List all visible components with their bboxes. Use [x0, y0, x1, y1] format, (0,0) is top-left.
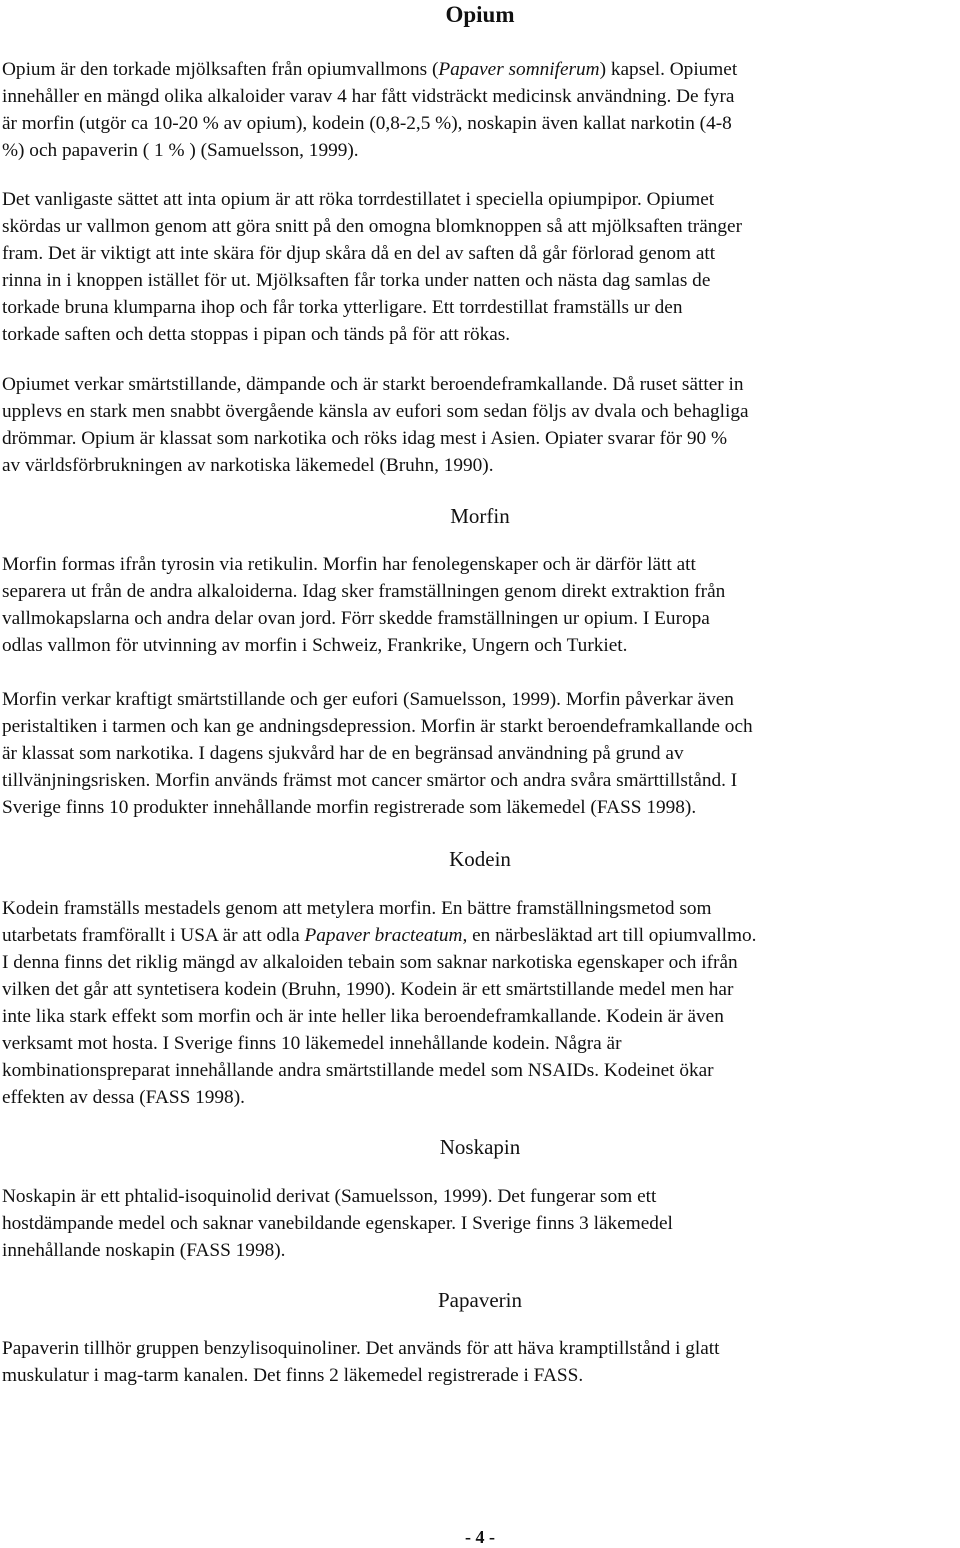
text-line: torkade bruna klumparna ihop och får torka ytterligare. Ett torrdestillat framställs ur den: [2, 297, 683, 318]
species-name: Papaver bracteatum: [304, 925, 463, 946]
text-line: Sverige finns 10 produkter innehållande morfin registrerade som läkemedel (FASS 1998).: [2, 797, 697, 818]
page-title: Opium: [445, 2, 515, 27]
text-line: av världsförbrukningen av narkotiska läkemedel (Bruhn, 1990).: [2, 455, 494, 476]
text-line: muskulatur i mag-tarm kanalen. Det finns 2 läkemedel registrerade i FASS.: [2, 1365, 584, 1386]
paragraph-morfin-1: [2, 551, 958, 659]
text-line: separera ut från de andra alkaloiderna. Idag sker framställningen genom direkt extraktion från: [2, 581, 726, 602]
text-line: peristaltiken i tarmen och kan ge andningsdepression. Morfin är starkt beroendeframkallande och: [2, 716, 753, 737]
paragraph-opium-effects: [2, 371, 958, 479]
text-line: innehållande noskapin (FASS 1998).: [2, 1240, 286, 1261]
text-line: I denna finns det riklig mängd av alkaloiden tebain som saknar narkotiska egenskaper och ifrån: [2, 952, 738, 973]
text-line: är morfin (utgör ca 10-20 % av opium), kodein (0,8-2,5 %), noskapin även kallat narkotin (4-8: [2, 113, 732, 134]
text-line: effekten av dessa (FASS 1998).: [2, 1087, 245, 1108]
paragraph-opium-smoking: [2, 186, 958, 348]
paragraph-morfin-2: [2, 686, 958, 821]
text-line: Papaverin tillhör gruppen benzylisoquinoliner. Det används för att häva kramptillstånd i glatt: [2, 1338, 720, 1359]
text-line: tillvänjningsrisken. Morfin används främst mot cancer smärtor och andra svåra smärttillstånd. I: [2, 770, 738, 791]
text-line: Det vanligaste sättet att inta opium är att röka torrdestillatet i speciella opiumpipor. Opiumet: [2, 189, 715, 210]
text-line: Opium är den torkade mjölksaften från opiumvallmons (Papaver somniferum) kapsel. Opiumet: [2, 59, 738, 80]
heading-morfin: Morfin: [450, 504, 510, 528]
text-line: upplevs en stark men snabbt övergående känsla av eufori som sedan följs av dvala och behagliga: [2, 401, 749, 422]
text-line: odlas vallmon för utvinning av morfin i Schweiz, Frankrike, Ungern och Turkiet.: [2, 635, 628, 656]
page-number: - 4 -: [465, 1527, 495, 1547]
text-line: skördas ur vallmon genom att göra snitt på den omogna blomknoppen så att mjölksaften tränger: [2, 216, 743, 237]
heading-noskapin: Noskapin: [439, 1135, 521, 1159]
text-line: innehåller en mängd olika alkaloider varav 4 har fått vidsträckt medicinsk användning. De fyra: [2, 86, 735, 107]
text-line: kombinationspreparat innehållande andra smärtstillande medel som NSAIDs. Kodeinet ökar: [2, 1060, 714, 1081]
text-line: drömmar. Opium är klassat som narkotika och röks idag mest i Asien. Opiater svarar för 90 %: [2, 428, 728, 449]
paragraph-opium-intro: [2, 56, 958, 164]
paragraph-papaverin: [2, 1335, 958, 1389]
text-line: Noskapin är ett phtalid-isoquinolid derivat (Samuelsson, 1999). Det fungerar som ett: [2, 1186, 657, 1207]
heading-papaverin: Papaverin: [438, 1288, 522, 1312]
species-name: Papaver somniferum: [438, 59, 600, 80]
text-line: Kodein framställs mestadels genom att metylera morfin. En bättre framställningsmetod som: [2, 898, 712, 919]
text-line: rinna in i knoppen istället för ut. Mjölksaften får torka under natten och nästa dag samlas de: [2, 270, 711, 291]
text-line: Morfin verkar kraftigt smärtstillande och ger eufori (Samuelsson, 1999). Morfin påverkar även: [2, 689, 734, 710]
text-line: inte lika stark effekt som morfin och är inte heller lika beroendeframkallande. Kodein är även: [2, 1006, 724, 1027]
paragraph-kodein: [2, 895, 958, 1111]
text-line: hostdämpande medel och saknar vanebildande egenskaper. I Sverige finns 3 läkemedel: [2, 1213, 673, 1234]
text-line: verksamt mot hosta. I Sverige finns 10 läkemedel innehållande kodein. Några är: [2, 1033, 622, 1054]
text-line: vilken det går att syntetisera kodein (Bruhn, 1990). Kodein är ett smärtstillande medel men har: [2, 979, 734, 1000]
heading-kodein: Kodein: [449, 847, 511, 871]
text-line: Opiumet verkar smärtstillande, dämpande och är starkt beroendeframkallande. Då ruset sätter in: [2, 374, 744, 395]
text-line: Morfin formas ifrån tyrosin via retikulin. Morfin har fenolegenskaper och är därför lätt att: [2, 554, 696, 575]
text-line: vallmokapslarna och andra delar ovan jord. Förr skedde framställningen ur opium. I Europa: [2, 608, 710, 629]
text-line: torkade saften och detta stoppas i pipan och tänds på för att rökas.: [2, 324, 511, 345]
text-line: %) och papaverin ( 1 % ) (Samuelsson, 1999).: [2, 140, 359, 161]
paragraph-noskapin: [2, 1183, 958, 1264]
text-line: är klassat som narkotika. I dagens sjukvård har de en begränsad användning på grund av: [2, 743, 684, 764]
text-line: fram. Det är viktigt att inte skära för djup skåra då en del av saften då går förlorad genom att: [2, 243, 716, 264]
text-line: utarbetats framförallt i USA är att odla Papaver bracteatum, en närbesläktad art till opiumvallmo.: [2, 925, 757, 946]
